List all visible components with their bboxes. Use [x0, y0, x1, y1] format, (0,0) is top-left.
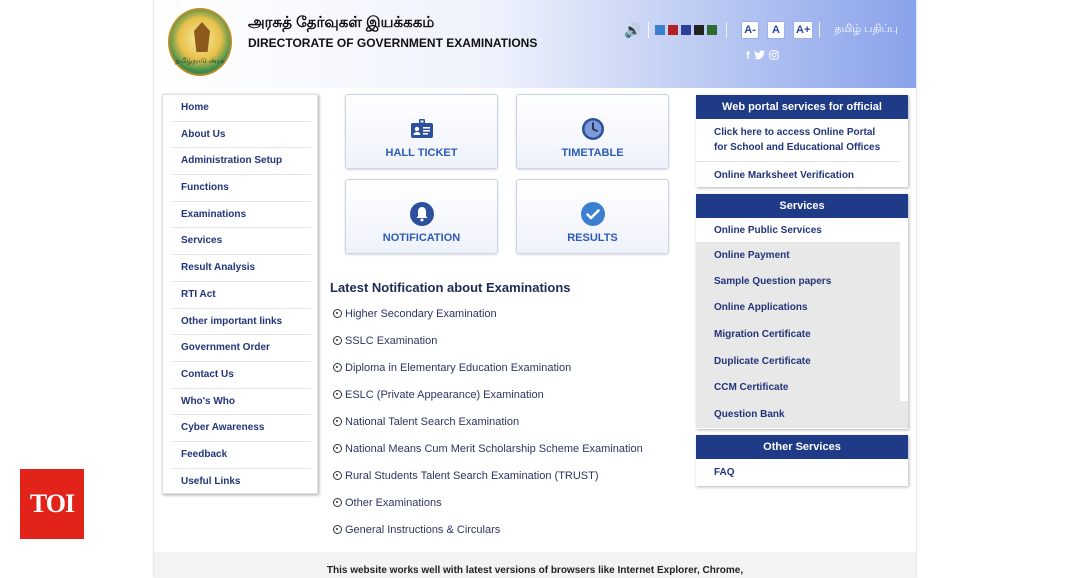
notification-tile[interactable] — [345, 179, 498, 254]
official-portal-link[interactable]: Click here to access Online Portal for School and Educational Offices — [696, 119, 900, 162]
notification-link[interactable] — [333, 435, 643, 462]
font-decrease-button[interactable]: A- — [741, 21, 759, 39]
notification-link-text: National Means Cum Merit Scholarship Scheme Examination — [345, 442, 643, 455]
notification-link-text: Other Examinations — [345, 496, 442, 509]
marksheet-verification-link[interactable]: Online Marksheet Verification — [714, 170, 855, 181]
twitter-icon[interactable] — [754, 50, 765, 63]
service-duplicate-certificate[interactable]: Duplicate Certificate — [696, 348, 900, 375]
nav-item-home[interactable]: Home — [171, 95, 311, 122]
results-label: RESULTS — [567, 232, 618, 244]
accessibility-toolbar — [624, 20, 898, 40]
radio-bullet-icon — [333, 471, 342, 480]
service-online-public-services[interactable]: Online Public Services — [696, 218, 900, 243]
font-increase-button[interactable]: A+ — [793, 21, 813, 39]
notification-link-text: Higher Secondary Examination — [345, 307, 497, 320]
notification-link-text: Rural Students Talent Search Examination (TRUST) — [345, 469, 599, 482]
page-container — [154, 0, 916, 578]
other-services-heading: Other Services — [696, 435, 908, 459]
service-online-payment[interactable]: Online Payment — [696, 243, 900, 269]
language-toggle-link[interactable]: தமிழ் பதிப்பு — [834, 23, 898, 35]
notification-link-text: Diploma in Elementary Education Examination — [345, 361, 572, 374]
theme-swatch-navy[interactable] — [681, 25, 691, 35]
radio-bullet-icon — [333, 525, 342, 534]
check-icon — [581, 202, 605, 226]
theme-swatch-black[interactable] — [694, 25, 704, 35]
theme-swatch-blue[interactable] — [655, 25, 665, 35]
other-services-panel — [696, 435, 908, 486]
radio-bullet-icon — [333, 390, 342, 399]
nav-item-feedback[interactable]: Feedback — [171, 442, 311, 469]
toolbar-divider — [648, 22, 649, 38]
notification-link[interactable] — [333, 408, 643, 435]
notification-link[interactable] — [333, 381, 643, 408]
radio-bullet-icon — [333, 363, 342, 372]
service-question-bank[interactable]: Question Bank — [696, 401, 908, 428]
nav-item-services[interactable]: Services — [171, 228, 311, 255]
notification-link-text: General Instructions & Circulars — [345, 523, 501, 536]
speaker-icon[interactable]: 🔊 — [624, 21, 642, 38]
nav-item-useful-links[interactable]: Useful Links — [181, 475, 241, 487]
nav-item-cyber-awareness[interactable]: Cyber Awareness — [171, 415, 311, 442]
left-navigation-menu — [162, 94, 318, 494]
nav-item-administration-setup[interactable]: Administration Setup — [171, 148, 311, 175]
clock-icon — [581, 117, 605, 141]
notification-link[interactable] — [333, 300, 643, 327]
notification-label: NOTIFICATION — [382, 232, 461, 244]
social-links — [746, 50, 779, 63]
theme-swatch-green[interactable] — [707, 25, 717, 35]
bell-icon — [410, 202, 434, 226]
facebook-icon[interactable]: f — [746, 50, 750, 62]
instagram-icon[interactable] — [769, 50, 779, 63]
notification-list — [333, 300, 643, 543]
site-title-tamil: அரசுத் தேர்வுகள் இயக்ககம் — [248, 14, 435, 31]
services-panel — [696, 194, 908, 429]
site-header — [154, 0, 916, 88]
results-tile[interactable] — [516, 179, 669, 254]
nav-item-functions[interactable]: Functions — [171, 175, 311, 202]
site-title-english: DIRECTORATE OF GOVERNMENT EXAMINATIONS — [248, 36, 538, 50]
notification-link-text: ESLC (Private Appearance) Examination — [345, 388, 544, 401]
nav-item-government-order[interactable]: Government Order — [171, 335, 311, 362]
notification-link[interactable] — [333, 489, 643, 516]
faq-link[interactable]: FAQ — [714, 467, 735, 478]
official-portal-panel — [696, 95, 908, 187]
nav-item-rti-act[interactable]: RTI Act — [171, 282, 311, 309]
nav-item-about-us[interactable]: About Us — [171, 122, 311, 149]
hall-ticket-tile[interactable] — [345, 94, 498, 169]
official-portal-heading: Web portal services for official — [696, 95, 908, 119]
service-sample-question-papers[interactable]: Sample Question papers — [696, 269, 900, 295]
radio-bullet-icon — [333, 498, 342, 507]
toi-watermark-logo: TOI — [20, 469, 84, 539]
nav-item-examinations[interactable]: Examinations — [171, 202, 311, 229]
latest-notification-heading: Latest Notification about Examinations — [330, 280, 571, 295]
service-ccm-certificate[interactable]: CCM Certificate — [696, 375, 900, 401]
nav-item-contact-us[interactable]: Contact Us — [171, 362, 311, 389]
notification-link-text: National Talent Search Examination — [345, 415, 520, 428]
timetable-label: TIMETABLE — [561, 147, 624, 159]
nav-item-whos-who[interactable]: Who's Who — [171, 389, 311, 416]
emblem-text: தமிழ்நாடு அரசு — [175, 58, 225, 65]
toolbar-divider — [726, 22, 727, 38]
nav-item-other-important-links[interactable]: Other important links — [171, 309, 311, 336]
tamilnadu-emblem-logo — [168, 8, 232, 76]
notification-link-text: SSLC Examination — [345, 334, 438, 347]
temple-tower-icon — [194, 22, 210, 52]
notification-link[interactable] — [333, 462, 643, 489]
toolbar-divider — [819, 22, 820, 38]
notification-link[interactable] — [333, 354, 643, 381]
font-reset-button[interactable]: A — [767, 21, 785, 39]
service-online-applications[interactable]: Online Applications — [696, 295, 900, 321]
theme-swatch-red[interactable] — [668, 25, 678, 35]
radio-bullet-icon — [333, 417, 342, 426]
notification-link[interactable] — [333, 327, 643, 354]
radio-bullet-icon — [333, 309, 342, 318]
timetable-tile[interactable] — [516, 94, 669, 169]
service-migration-certificate[interactable]: Migration Certificate — [696, 321, 900, 348]
radio-bullet-icon — [333, 444, 342, 453]
services-heading: Services — [696, 194, 908, 218]
id-card-icon — [410, 117, 434, 141]
nav-item-result-analysis[interactable]: Result Analysis — [171, 255, 311, 282]
radio-bullet-icon — [333, 336, 342, 345]
notification-link[interactable] — [333, 516, 643, 543]
hall-ticket-label: HALL TICKET — [385, 147, 458, 159]
browser-compatibility-note: This website works well with latest versions of browsers like Internet Explorer, Chrome, — [326, 565, 744, 576]
site-footer — [154, 552, 916, 578]
